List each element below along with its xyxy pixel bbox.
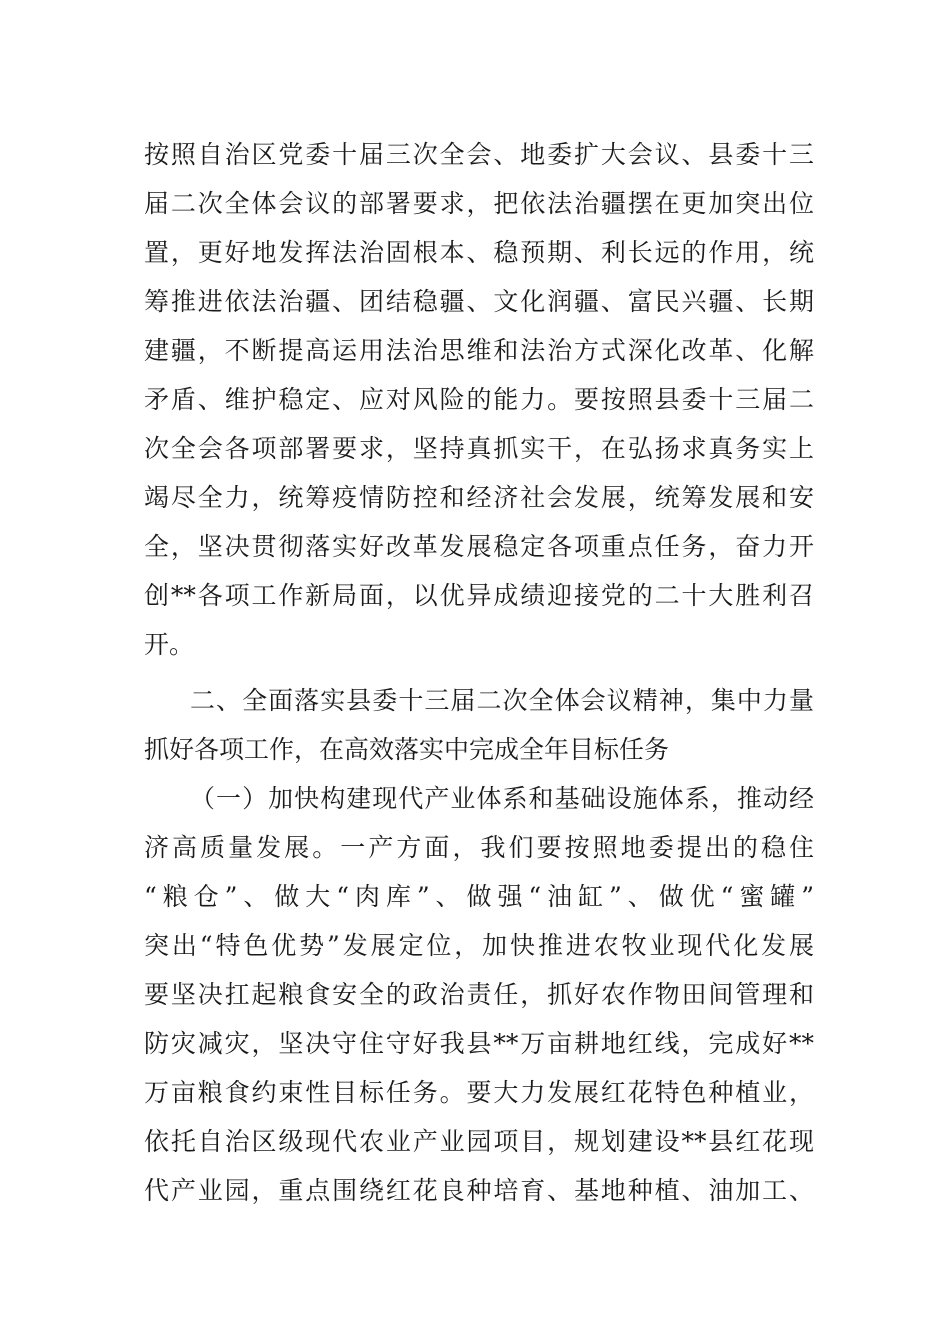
paragraph-3 [144,774,814,1215]
text-line: 代产业园，重点围绕红花良种培育、基地种植、油加工、 [144,1176,814,1205]
text-line: 按照自治区党委十届三次全会、地委扩大会议、县委十三 [144,140,814,169]
heading-line: 二、全面落实县委十三届二次全体会议精神，集中力量 [190,686,814,715]
text-line: 万亩粮食约束性目标任务。要大力发展红花特色种植业， [144,1078,814,1107]
section-heading-2 [144,676,814,774]
text-line: 次全会各项部署要求，坚持真抓实干，在弘扬求真务实上 [144,434,814,463]
text-line: 突出“特色优势”发展定位，加快推进农牧业现代化发展 [144,931,814,960]
text-line: 竭尽全力，统筹疫情防控和经济社会发展，统筹发展和安 [144,483,814,512]
text-line: 置，更好地发挥法治固根本、稳预期、利长远的作用，统 [144,238,814,267]
text-line: 依托自治区级现代农业产业园项目，规划建设**县红花现 [144,1127,814,1156]
paragraph-1 [144,130,814,669]
text-line: 筹推进依法治疆、团结稳疆、文化润疆、富民兴疆、长期 [144,287,814,316]
text-line: 建疆，不断提高运用法治思维和法治方式深化改革、化解 [144,336,814,365]
text-line: 开。 [144,630,195,659]
text-line: 济高质量发展。一产方面，我们要按照地委提出的稳住 [144,833,814,862]
text-line: （一）加快构建现代产业体系和基础设施体系，推动经 [190,784,814,813]
text-line: 矛盾、维护稳定、应对风险的能力。要按照县委十三届二 [144,385,814,414]
text-line: “粮仓”、做大“肉库”、做强“油缸”、做优“蜜罐” [144,882,814,911]
heading-line: 抓好各项工作，在高效落实中完成全年目标任务 [144,735,670,764]
text-line: 要坚决扛起粮食安全的政治责任，抓好农作物田间管理和 [144,980,814,1009]
text-line: 创**各项工作新局面，以优异成绩迎接党的二十大胜利召 [144,581,814,610]
text-line: 全，坚决贯彻落实好改革发展稳定各项重点任务，奋力开 [144,532,814,561]
text-line: 防灾减灾，坚决守住守好我县**万亩耕地红线，完成好** [144,1029,814,1058]
text-line: 届二次全体会议的部署要求，把依法治疆摆在更加突出位 [144,189,814,218]
